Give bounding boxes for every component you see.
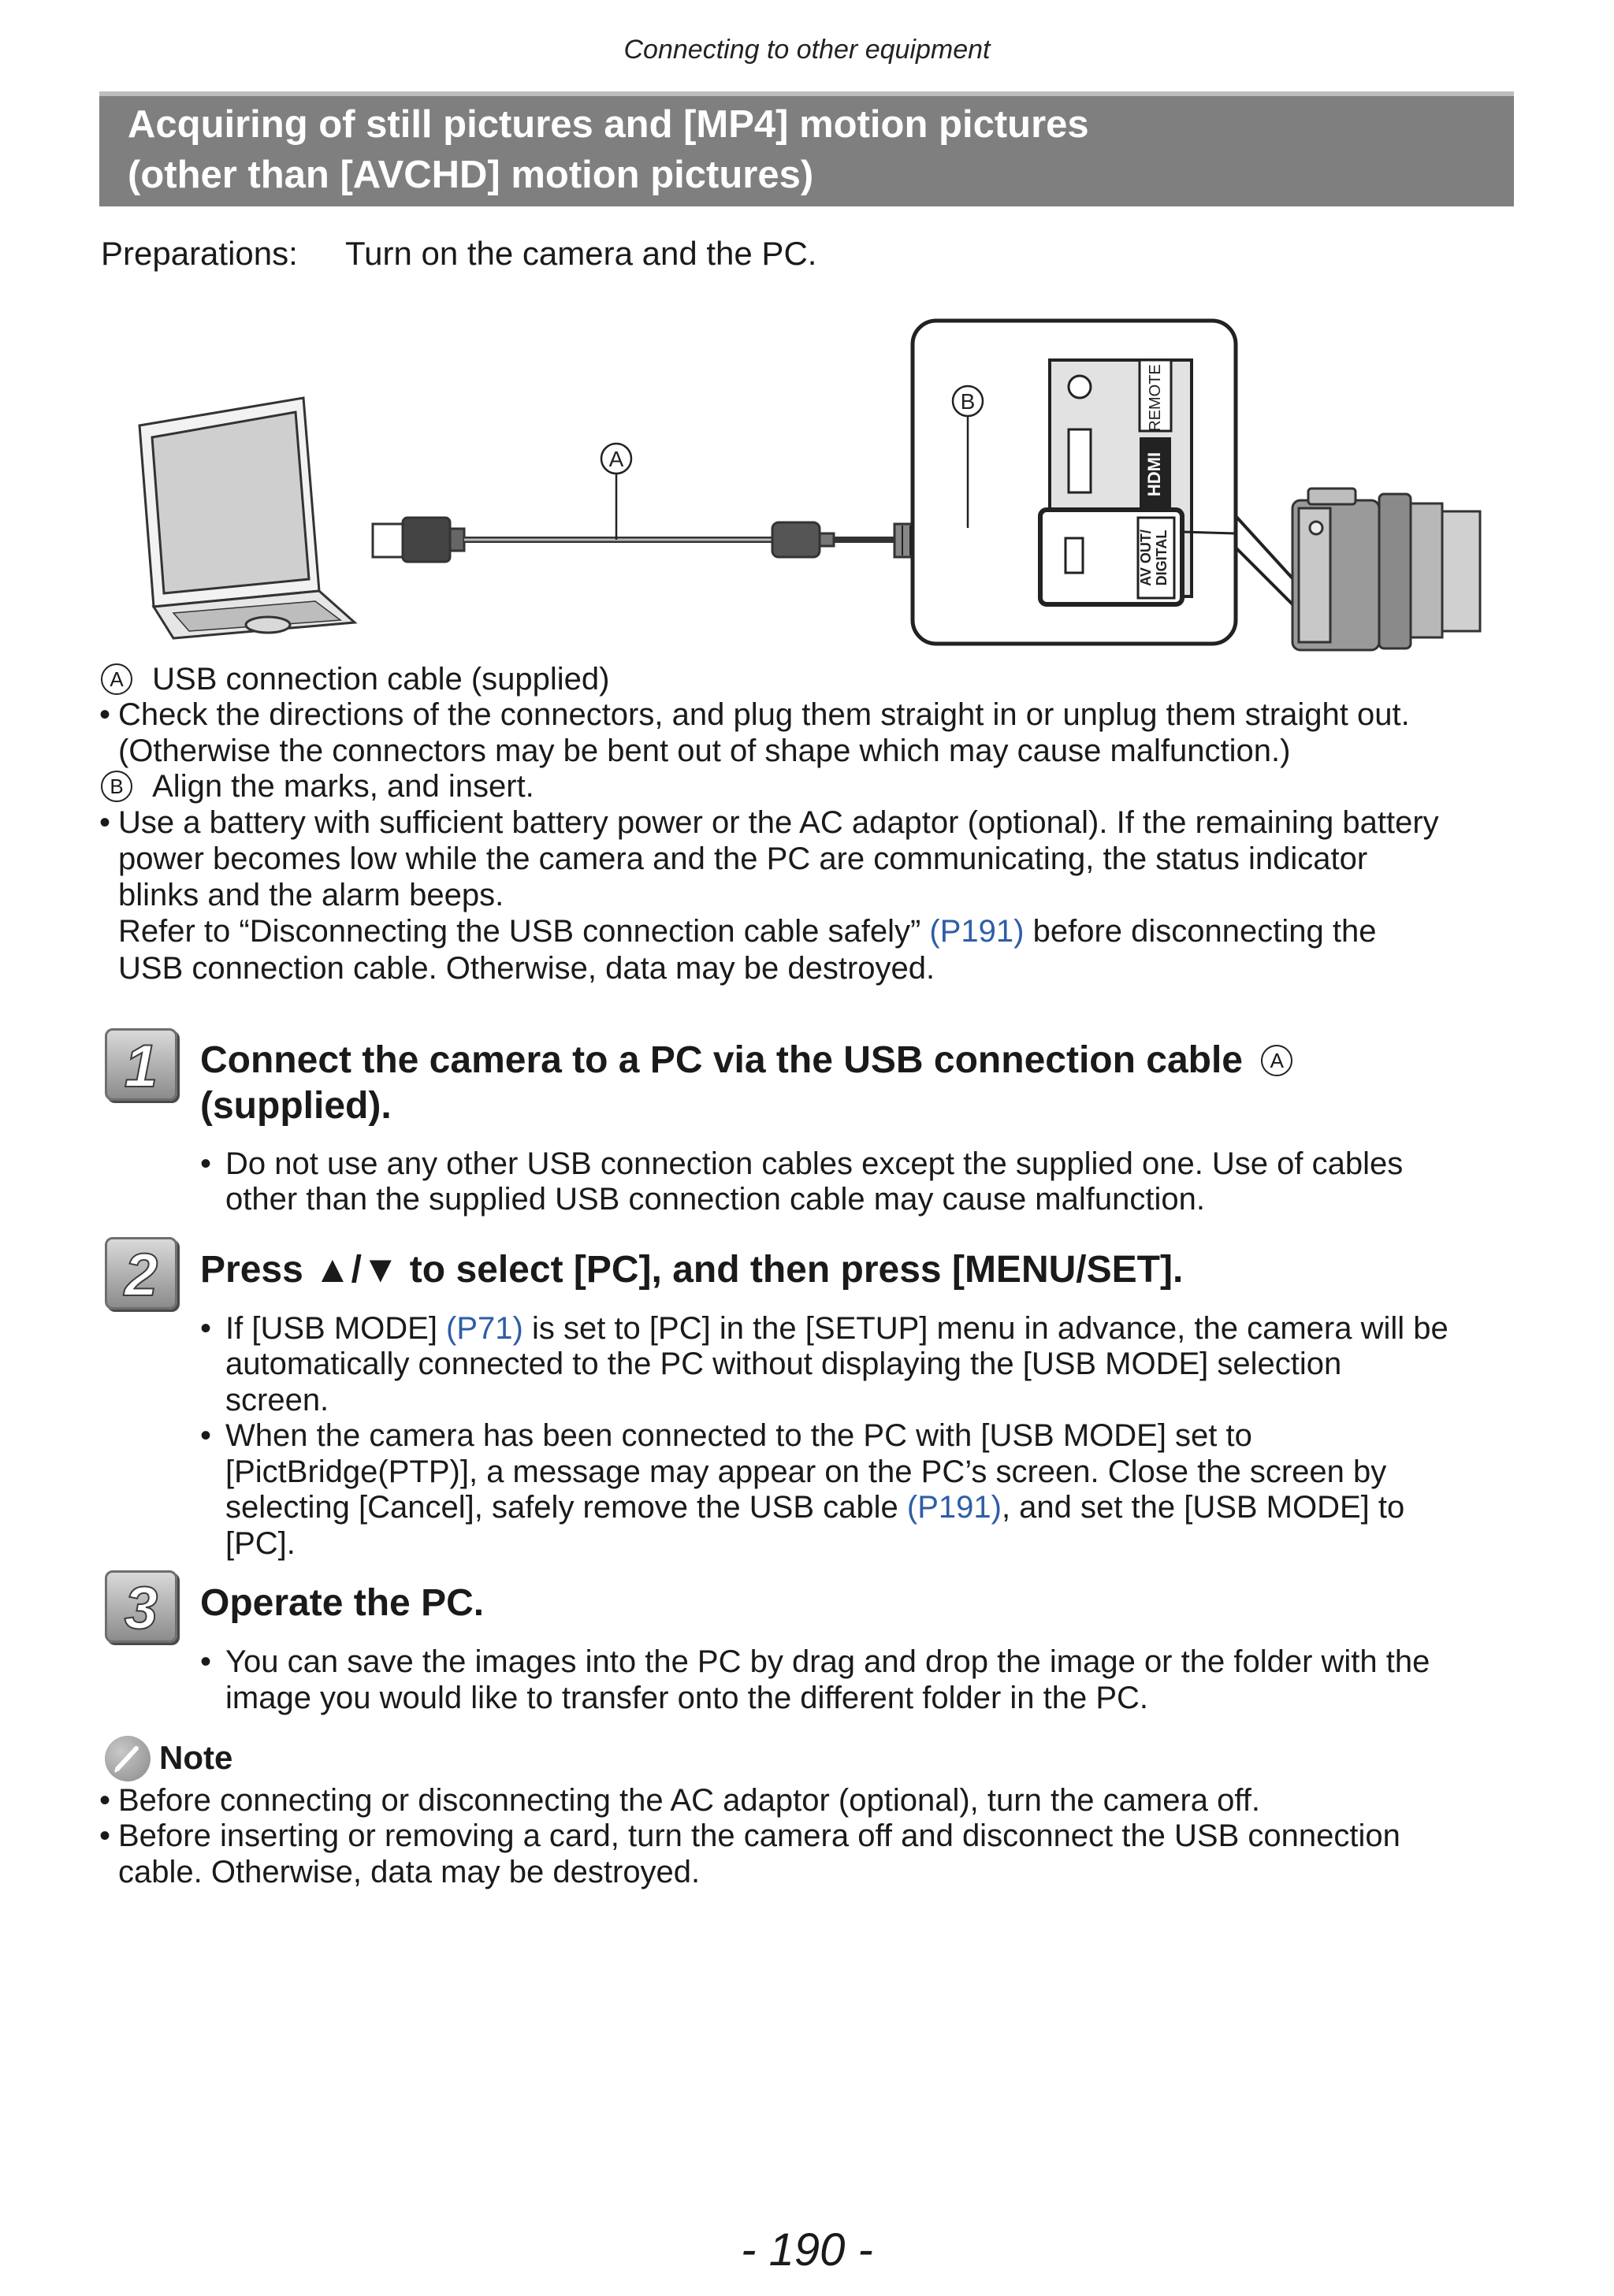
bullet-dot: • [200,1146,212,1181]
note-pencil-icon [105,1736,151,1781]
step-3-number-badge [105,1570,177,1643]
intro-bullet1-line2: (Otherwise the connectors may be bent out of shape which may cause malfunction.) [118,734,1291,768]
bullet-dot: • [99,805,111,840]
link-p191[interactable]: (P191) [906,1490,1002,1525]
step-1-title-line2: (supplied). [200,1085,392,1127]
intro-bullet2-line4 [118,914,1376,949]
bullet-dot: • [99,1819,111,1853]
link-p71[interactable]: (P71) [446,1311,523,1346]
step-2-bullet1-pre: If [USB MODE] [225,1311,447,1346]
page-number: - 190 - [741,2224,873,2276]
align-legend-b-text: Align the marks, and insert. [152,769,534,804]
step-2-title: Press ▲/▼ to select [PC], and then press [MENU/SET]. [200,1249,1184,1291]
note-bullet2-line2: cable. Otherwise, data may be destroyed. [118,1855,701,1889]
align-legend-b [101,769,534,804]
step-1-bullet1-line2: other than the supplied USB connection cable may cause malfunction. [225,1182,1205,1217]
note-bullet2-line1: Before inserting or removing a card, turn the camera off and disconnect the USB connection [118,1819,1400,1853]
step-1-title-line1 [200,1038,1292,1082]
step-2-bullet1-line3: screen. [225,1383,329,1417]
marker-a: A [101,663,132,695]
step-1-bullet1-line1: Do not use any other USB connection cables except the supplied one. Use of cables [225,1146,1404,1181]
step-2-bullet2-line4: [PC]. [225,1526,296,1561]
preparations-text: Turn on the camera and the PC. [345,235,817,272]
step-1-title-text: Connect the camera to a PC via the USB connection cable [200,1039,1243,1081]
step-2-bullet1-post: is set to [PC] in the [SETUP] menu in advance, the camera will be [523,1311,1449,1346]
step-3-number: 3 [124,1575,158,1642]
step-2-bullet1-line1 [225,1311,1449,1347]
cable-legend-a [101,662,609,697]
step-2-bullet2-post: , and set the [USB MODE] to [1001,1490,1405,1525]
section-title-line1: Acquiring of still pictures and [MP4] motion pictures [128,103,1089,146]
running-header: Connecting to other equipment [623,35,991,65]
link-p191[interactable]: (P191) [929,914,1025,949]
step-2-bullet2-line1: When the camera has been connected to the PC with [USB MODE] set to [225,1418,1252,1453]
step-2-bullet2-pre: selecting [Cancel], safely remove the USB cable [225,1490,907,1525]
label-b-text: B [960,389,976,414]
intro-bullet2-line4-pre: Refer to “Disconnecting the USB connection cable safely” [118,914,930,949]
bullet-dot: • [99,697,111,732]
note-label: Note [159,1739,233,1776]
note-bullet1: Before connecting or disconnecting the AC adaptor (optional), turn the camera off. [118,1783,1261,1818]
section-title-line2: (other than [AVCHD] motion pictures) [128,154,814,196]
port-digital-label: DIGITAL [1154,529,1170,586]
bullet-dot: • [200,1311,212,1346]
label-a-text: A [608,447,624,471]
usb-plug-laptop [373,518,464,562]
step-2-number: 2 [124,1242,158,1309]
bullet-dot: • [200,1644,212,1679]
step-2-number-badge [105,1237,177,1310]
step-3-title: Operate the PC. [200,1582,485,1624]
camera-illustration [1292,489,1480,650]
intro-bullet1-line1: Check the directions of the connectors, and plug them straight in or unplug them straight out. [118,697,1410,732]
intro-bullet2-line1: Use a battery with sufficient battery power or the AC adaptor (optional). If the remaining battery [118,805,1439,840]
port-remote-label: REMOTE [1147,364,1164,432]
intro-bullet2-line4-post: before disconnecting the [1024,914,1377,949]
step-3-bullet1-line2: image you would like to transfer onto the different folder in the PC. [225,1681,1149,1715]
preparations [101,235,816,273]
ferrite-core [772,522,834,557]
step-2-bullet2-line2: [PictBridge(PTP)], a message may appear on the PC’s screen. Close the screen by [225,1455,1387,1489]
step-1-number-badge [105,1028,177,1101]
port-av-out-label: AV OUT/ [1138,529,1154,586]
bullet-dot: • [200,1418,212,1453]
marker-b: B [101,771,132,802]
intro-bullet2-line3: blinks and the alarm beeps. [118,878,504,912]
intro-bullet2-line5: USB connection cable. Otherwise, data may be destroyed. [118,951,935,986]
section-title-band [99,91,1514,206]
step-2-bullet2-line3 [225,1490,1404,1525]
step-1-number: 1 [124,1033,158,1100]
connection-diagram [126,311,1497,658]
preparations-label: Preparations: [101,235,298,272]
port-hdmi-label: HDMI [1144,451,1164,497]
intro-bullet2-line2: power becomes low while the camera and the PC are communicating, the status indicator [118,841,1368,876]
cable-legend-a-text: USB connection cable (supplied) [152,662,610,697]
bullet-dot: • [99,1783,111,1818]
step-2-bullet1-line2: automatically connected to the PC without displaying the [USB MODE] selection [225,1347,1342,1381]
step-3-bullet1-line1: You can save the images into the PC by drag and drop the image or the folder with the [225,1644,1430,1679]
laptop-illustration [139,398,355,638]
label-a-marker [601,444,631,540]
step-1-marker-a: A [1261,1045,1292,1076]
port-inset-frame [913,321,1300,644]
